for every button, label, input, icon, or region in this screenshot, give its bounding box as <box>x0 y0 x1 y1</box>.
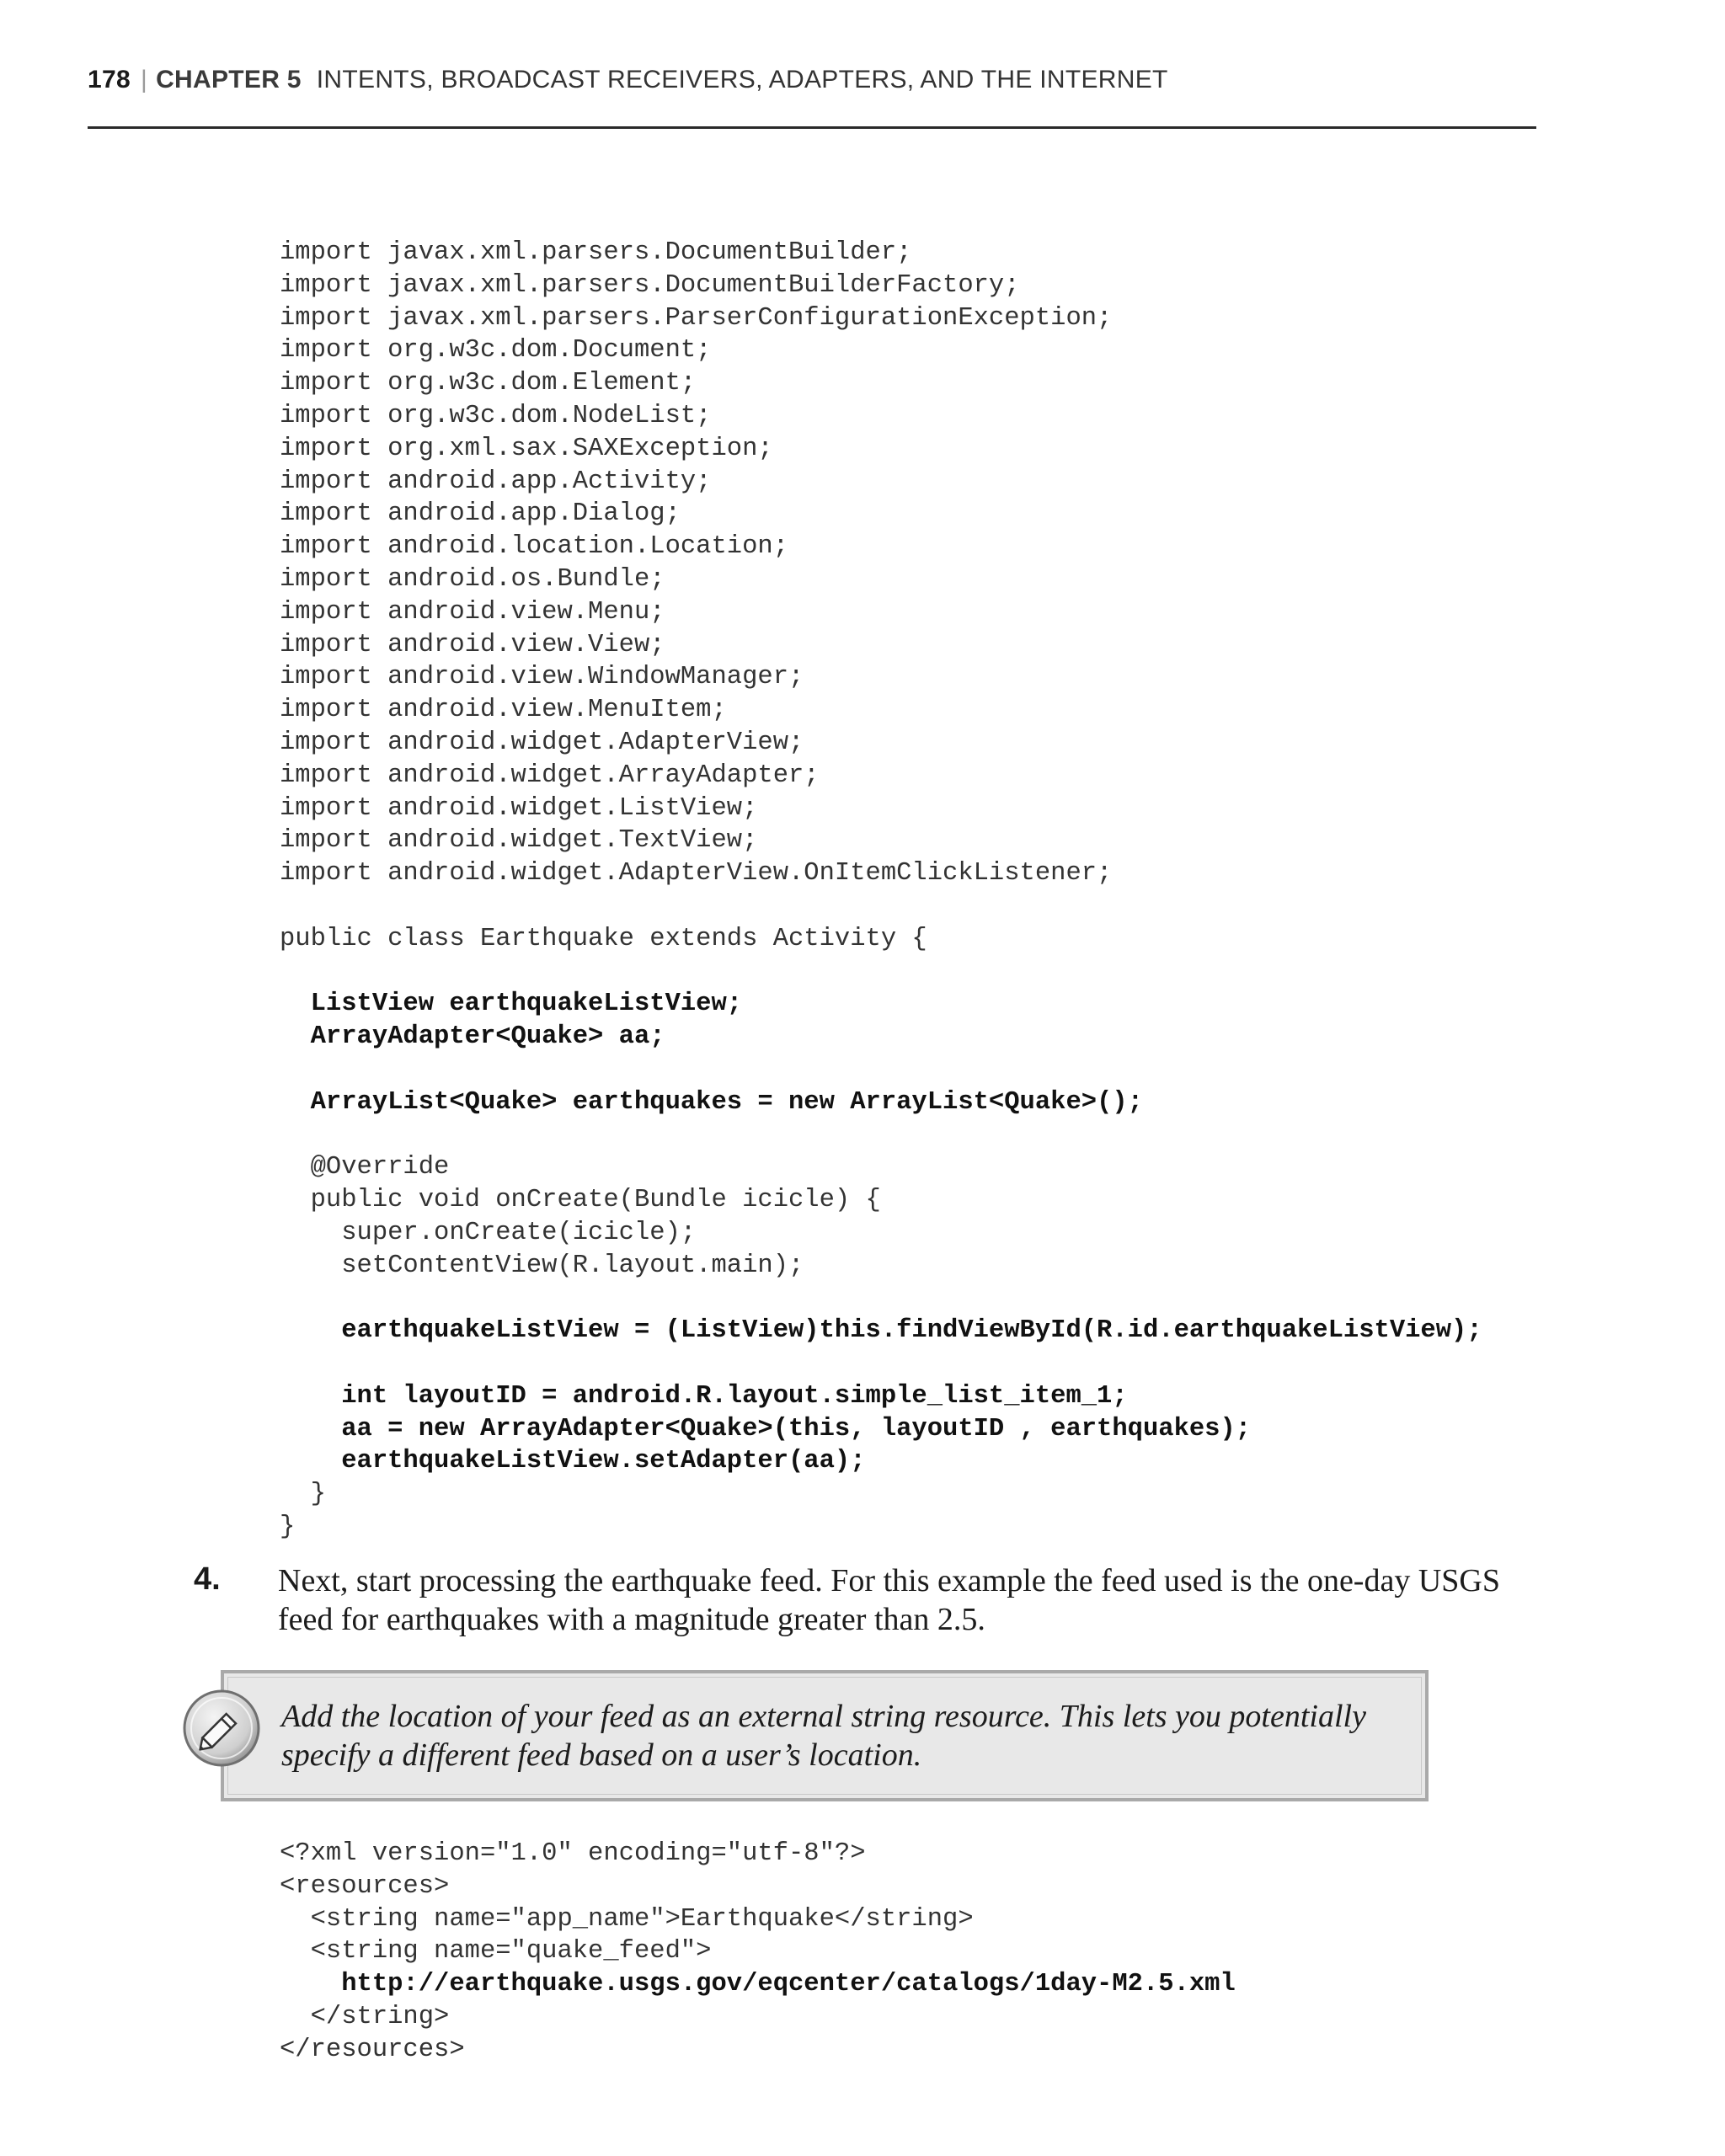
code-listing-java-line: } <box>280 1513 296 1542</box>
code-listing-java-line: public void onCreate(Bundle icicle) { <box>280 1186 881 1215</box>
code-listing-java-line: earthquakeListView.setAdapter(aa); <box>280 1447 866 1476</box>
step-text: Next, start processing the earthquake feed. For this example the feed used is the one-day USGS feed for earthquakes with a magnitude greater than 2.5. <box>278 1563 1500 1637</box>
note-text: Add the location of your feed as an external string resource. This lets you potentially specify a different feed based on a user’s location. <box>281 1699 1366 1773</box>
code-listing-java-line <box>280 1119 1482 1152</box>
code-listing-java-line: setContentView(R.layout.main); <box>280 1251 804 1280</box>
step-number: 4. <box>194 1561 221 1597</box>
code-listing-java <box>280 237 1482 1544</box>
code-listing-java-line: import android.widget.TextView; <box>280 826 758 856</box>
code-listing-java-line: import android.view.MenuItem; <box>280 696 727 725</box>
code-listing-xml-line: </string> <box>280 2002 450 2031</box>
code-listing-java-line: import org.w3c.dom.Document; <box>280 336 712 366</box>
note-box <box>221 1670 1429 1801</box>
code-listing-java-line: import android.app.Activity; <box>280 467 712 496</box>
code-listing-java-line: import org.w3c.dom.Element; <box>280 369 697 398</box>
code-listing-java-line: import android.widget.AdapterView.OnItemClickListener; <box>280 859 1113 889</box>
header-rule <box>88 126 1536 129</box>
code-listing-java-line: import android.app.Dialog; <box>280 499 681 529</box>
code-listing-java-line: @Override <box>280 1153 450 1182</box>
code-listing-xml-line: <string name="quake_feed"> <box>280 1937 712 1967</box>
code-listing-java-line: ListView earthquakeListView; <box>280 990 743 1019</box>
code-listing-java-line: import android.location.Location; <box>280 532 788 562</box>
code-listing-java-line: import android.widget.AdapterView; <box>280 728 804 757</box>
code-listing-xml-line: http://earthquake.usgs.gov/eqcenter/catalogs/1day-M2.5.xml <box>280 1970 1236 1999</box>
code-listing-java-line: import javax.xml.parsers.DocumentBuilder; <box>280 238 912 267</box>
code-listing-java-line: import android.widget.ArrayAdapter; <box>280 760 820 790</box>
code-listing-xml-line: </resources> <box>280 2035 465 2064</box>
chapter-title: INTENTS, BROADCAST RECEIVERS, ADAPTERS, AND THE INTERNET <box>316 66 1168 93</box>
code-listing-java-line: import android.view.View; <box>280 630 665 659</box>
code-listing-java-line: int layoutID = android.R.layout.simple_list_item_1; <box>280 1381 1128 1411</box>
chapter-label: CHAPTER 5 <box>156 66 302 93</box>
code-listing-xml-line: <string name="app_name">Earthquake</string> <box>280 1904 974 1934</box>
code-listing-xml <box>280 1838 1236 2067</box>
code-listing-java-line: ArrayAdapter<Quake> aa; <box>280 1022 665 1052</box>
code-listing-java-line: import javax.xml.parsers.DocumentBuilderFactory; <box>280 270 1020 300</box>
code-listing-xml-line: <?xml version="1.0" encoding="utf-8"?> <box>280 1839 866 1868</box>
code-listing-java-line: aa = new ArrayAdapter<Quake>(this, layoutID , earthquakes); <box>280 1414 1252 1444</box>
code-listing-java-line: ArrayList<Quake> earthquakes = new ArrayList<Quake>(); <box>280 1087 1143 1117</box>
code-listing-java-line: import org.xml.sax.SAXException; <box>280 434 773 463</box>
code-listing-java-line: import android.view.Menu; <box>280 597 665 627</box>
code-listing-java-line <box>280 1054 1482 1086</box>
page-number: 178 <box>88 66 131 93</box>
code-listing-java-line <box>280 1348 1482 1380</box>
code-listing-java-line: import android.view.WindowManager; <box>280 663 804 692</box>
code-listing-java-line: import android.widget.ListView; <box>280 793 758 823</box>
code-listing-java-line <box>280 890 1482 923</box>
code-listing-java-line <box>280 956 1482 989</box>
pencil-icon <box>181 1688 262 1769</box>
code-listing-java-line: import android.os.Bundle; <box>280 564 665 594</box>
code-listing-xml-line: <resources> <box>280 1871 450 1901</box>
code-listing-java-line: public class Earthquake extends Activity { <box>280 924 927 953</box>
code-listing-java-line <box>280 1283 1482 1315</box>
header-separator: | <box>140 66 148 93</box>
code-listing-java-line: import org.w3c.dom.NodeList; <box>280 401 712 430</box>
running-header <box>88 66 1168 94</box>
code-listing-java-line: import javax.xml.parsers.ParserConfigurationException; <box>280 303 1113 333</box>
code-listing-java-line: earthquakeListView = (ListView)this.findViewById(R.id.earthquakeListView); <box>280 1316 1482 1346</box>
code-listing-java-line: } <box>280 1480 326 1509</box>
code-listing-java-line: super.onCreate(icicle); <box>280 1218 697 1247</box>
